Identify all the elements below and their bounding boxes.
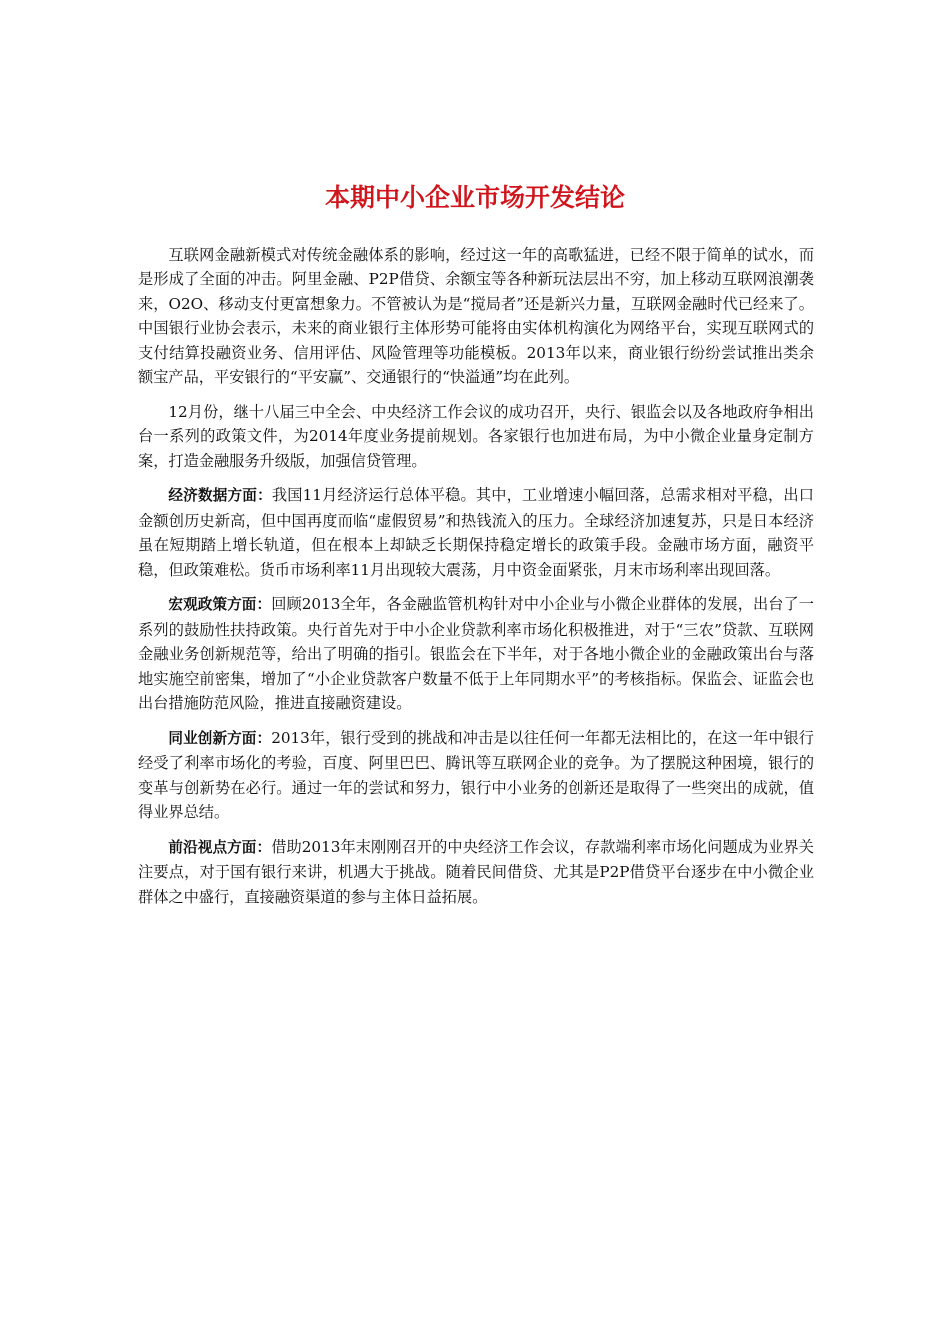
paragraph-economic-data [138, 483, 814, 582]
page-title: 本期中小企业市场开发结论 [324, 183, 625, 212]
paragraph-text: 借助2013年末刚刚召开的中央经济工作会议，存款端利率市场化问题成为业界关注要点，对于国有银行来讲，机遇大于挑战。随着民间借贷、尤其是P2P借贷平台逐步在中小微企业群体之中盛行，直接融资渠道的参与主体日益拓展。 [138, 837, 814, 906]
paragraph-text: 2013年，银行受到的挑战和冲击是以往任何一年都无法相比的，在这一年中银行经受了利率市场化的考验，百度、阿里巴巴、腾讯等互联网企业的竞争。为了摆脱这种困境，银行的变革与创新势在必行。通过一年的尝试和努力，银行中小业务的创新还是取得了一些突出的成就，值得业界总结。 [138, 728, 814, 822]
document-body [138, 243, 814, 920]
paragraph-text: 回顾2013全年，各金融监管机构针对中小企业与小微企业群体的发展，出台了一系列的鼓励性扶持政策。央行首先对于中小企业贷款利率市场化积极推进，对于“三农”贷款、互联网金融业务创新规范等，给出了明确的指引。银监会在下半年，对于各地小微企业的金融政策出台与落地实施空前密集，增加了“小企业贷款客户数量不低于上年同期水平”的考核指标。保监会、证监会也出台措施防范风险，推进直接融资建设。 [138, 595, 814, 713]
paragraph-text: 互联网金融新模式对传统金融体系的影响，经过这一年的高歌猛进，已经不限于简单的试水，而是形成了全面的冲击。阿里金融、P2P借贷、余额宝等各种新玩法层出不穷，加上移动互联网浪潮袭来，O2O、移动支付更富想象力。不管被认为是“搅局者”还是新兴力量，互联网金融时代已经来了。中国银行业协会表示，未来的商业银行主体形势可能将由实体机构演化为网络平台，实现互联网式的支付结算投融资业务、信用评估、风险管理等功能模板。2013年以来，商业银行纷纷尝试推出类余额宝产品，平安银行的“平安赢”、交通银行的“快溢通”均在此列。 [138, 246, 814, 387]
paragraph-text: 12月份，继十八届三中全会、中央经济工作会议的成功召开，央行、银监会以及各地政府争相出台一系列的政策文件，为2014年度业务提前规划。各家银行也加进布局，为中小微企业量身定制方案，打造金融服务升级版，加强信贷管理。 [138, 402, 814, 470]
paragraph-lead: 经济数据方面： [168, 487, 272, 505]
paragraph-macro-policy [138, 592, 814, 715]
paragraph-lead: 同业创新方面： [168, 729, 272, 747]
paragraph-december [138, 400, 814, 473]
paragraph-frontier-view [138, 835, 814, 909]
paragraph-intro [138, 243, 814, 389]
paragraph-industry-innovation [138, 726, 814, 825]
paragraph-text: 我国11月经济运行总体平稳。其中，工业增速小幅回落，总需求相对平稳，出口金额创历史新高，但中国再度而临“虚假贸易”和热钱流入的压力。全球经济加速复苏，只是日本经济虽在短期踏上增长轨道，但在根本上却缺乏长期保持稳定增长的政策手段。金融市场方面，融资平稳，但政策难松。货币市场利率11月出现较大震荡，月中资金面紧张，月末市场利率出现回落。 [138, 486, 814, 579]
paragraph-lead: 宏观政策方面： [168, 596, 272, 614]
paragraph-lead: 前沿视点方面： [168, 838, 272, 856]
